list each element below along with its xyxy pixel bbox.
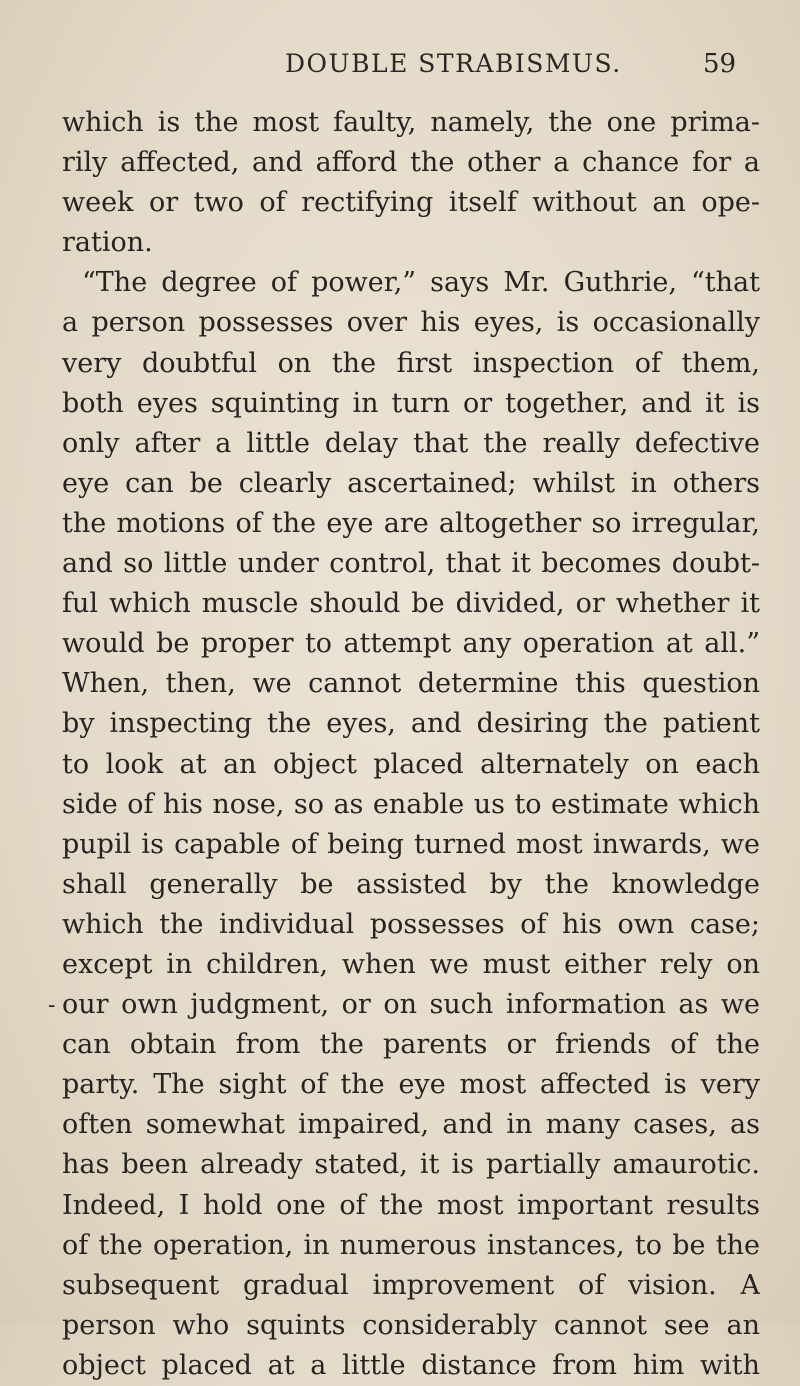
- text-line: party. The sight of the eye most affected is very: [62, 1069, 760, 1101]
- text-line: which is the most faulty, namely, the one prima-: [62, 107, 760, 138]
- text-line: week or two of rectifying itself without an ope-: [62, 187, 760, 219]
- text-line: When, then, we cannot determine this question: [62, 668, 760, 700]
- text-line: except in children, when we must either rely on: [62, 948, 760, 980]
- margin-mark: -: [48, 993, 56, 1018]
- text-line: our own judgment, or on such information as we: [62, 989, 760, 1021]
- text-line: “The degree of power,” says Mr. Guthrie, “that: [82, 267, 760, 299]
- text-line: which the individual possesses of his own case;: [62, 908, 760, 940]
- text-line: very doubtful on the first inspection of them,: [62, 347, 760, 379]
- text-line: and so little under control, that it becomes doubt-: [62, 548, 760, 580]
- text-line: a person possesses over his eyes, is occasionally: [62, 307, 760, 339]
- text-line: the motions of the eye are altogether so irregular,: [62, 507, 760, 539]
- page-number: 59: [703, 49, 737, 79]
- text-line: subsequent gradual improvement of vision. A: [62, 1269, 760, 1301]
- text-line: eye can be clearly ascertained; whilst in others: [62, 467, 760, 499]
- text-line: side of his nose, so as enable us to estimate which: [62, 788, 760, 820]
- text-line: only after a little delay that the really defective: [62, 427, 760, 459]
- text-line: pupil is capable of being turned most inwards, we: [62, 828, 760, 860]
- text-line: to look at an object placed alternately on each: [62, 748, 760, 780]
- text-line: shall generally be assisted by the knowledge: [62, 868, 760, 900]
- text-line: can obtain from the parents or friends of the: [62, 1029, 760, 1061]
- text-line: ration.: [62, 227, 153, 259]
- body-text: [62, 103, 760, 1386]
- chapter-title: DOUBLE STRABISMUS.: [285, 49, 622, 78]
- text-line: by inspecting the eyes, and desiring the patient: [62, 708, 760, 740]
- text-line: ful which muscle should be divided, or whether it: [62, 588, 760, 620]
- text-line: often somewhat impaired, and in many cases, as: [62, 1109, 760, 1141]
- text-line: Indeed, I hold one of the most important results: [62, 1189, 760, 1221]
- text-line: has been already stated, it is partially amaurotic.: [62, 1149, 760, 1181]
- text-line: object placed at a little distance from him with: [62, 1349, 760, 1381]
- text-line: both eyes squinting in turn or together, and it is: [62, 387, 760, 419]
- text-line: of the operation, in numerous instances, to be the: [62, 1229, 760, 1261]
- text-line: would be proper to attempt any operation at all.”: [62, 628, 760, 660]
- running-head: [0, 49, 800, 89]
- text-line: rily affected, and afford the other a chance for a: [62, 147, 760, 179]
- text-line: person who squints considerably cannot see an: [62, 1309, 760, 1341]
